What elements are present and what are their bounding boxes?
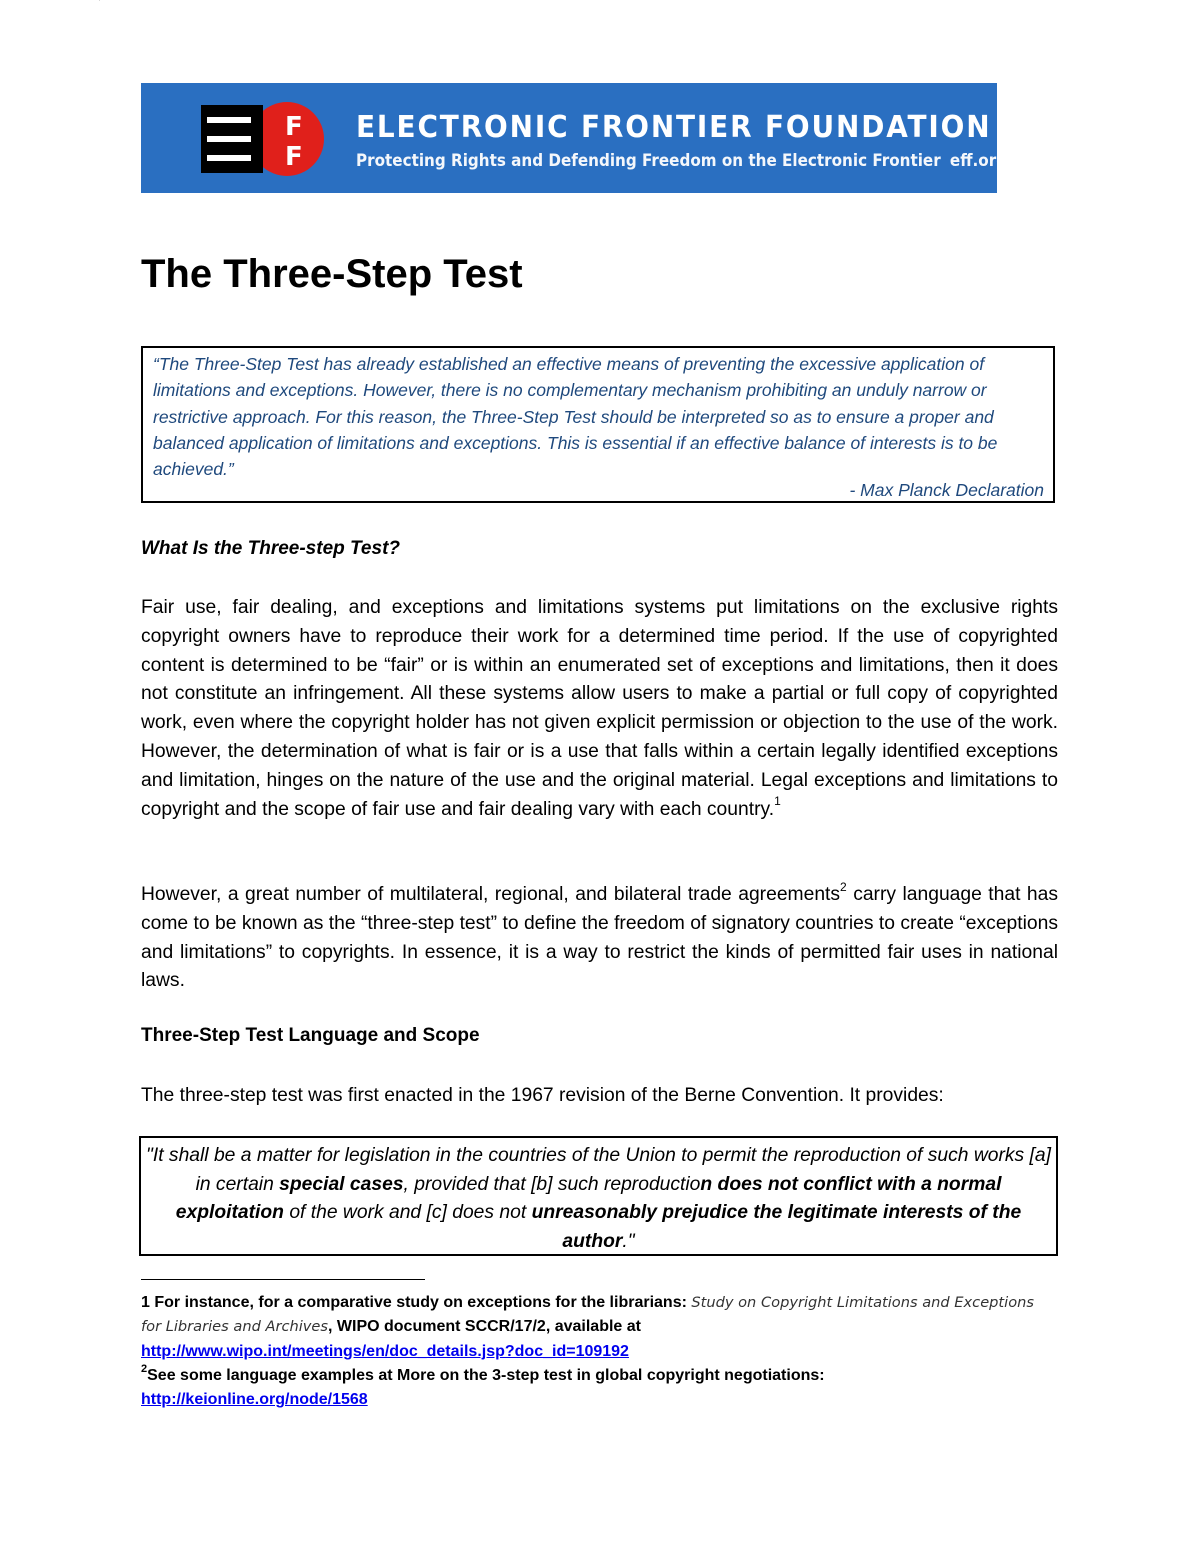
footnote-1-text: 1 For instance, for a comparative study on exceptions for the librarians:	[141, 1294, 692, 1311]
berne-quote-part4: ."	[622, 1231, 635, 1253]
max-planck-quote: “The Three-Step Test has already established an effective means of preventing the excessive application of limitations and exceptions. However, there is no complementary mechanism prohibiting an unduly narrow or restrictive approach. For this reason, the Three-Step Test should be interpreted so as to ensure a proper and balanced application of limitations and exceptions. This is essential if an effective balance of interests is to be achieved.”	[153, 354, 998, 480]
footnote-1-study-title: Study on Copyright Limitations and Exceptions for Libraries and Archives	[141, 1294, 1034, 1336]
logo-letter-f1: F	[285, 112, 303, 142]
berne-quote-prejudice: unreasonably prejudice the legitimate interests of the author	[531, 1202, 1022, 1253]
section-heading-language-scope: Three-Step Test Language and Scope	[141, 1025, 480, 1046]
footnotes	[141, 1291, 1041, 1412]
paragraph-trade-a: However, a great number of multilateral, regional, and bilateral trade agreements	[141, 884, 841, 905]
footnote-1	[141, 1291, 1041, 1340]
paragraph-berne-intro: The three-step test was first enacted in the 1967 revision of the Berne Convention. It provides:	[141, 1085, 944, 1106]
footnote-ref-2[interactable]: 2	[840, 879, 847, 894]
paragraph-trade-agreements	[141, 881, 1058, 996]
eff-logo	[99, 1, 325, 177]
footnote-2-text: See some language examples at More on the 3-step test in global copyright negotiations:	[147, 1366, 825, 1384]
berne-quote-special-cases: special cases	[279, 1173, 404, 1195]
page-title: The Three-Step Test	[141, 252, 523, 296]
berne-quote-part3: of the work and [c] does not	[283, 1202, 532, 1224]
footnote-ref-1[interactable]: 1	[774, 794, 781, 809]
berne-quote-box	[139, 1136, 1058, 1256]
tagline-text: Protecting Rights and Defending Freedom on the Electronic Frontier	[356, 151, 941, 170]
paragraph-fair-use-text: Fair use, fair dealing, and exceptions and limitations systems put limitations on the exclusive rights copyright owners have to reproduce their work for a determined time period. If the use of copyrighted content is determined to be “fair” or is within an enumerated set of exceptions and limitations, then it does not constitute an infringement. All these systems allow users to make a partial or full copy of copyrighted work, even where the copyright holder has not given explicit permission or objection to the use of the work. However, the determination of what is fair or is a use that falls within a certain legally identified exceptions and limitation, hinges on the nature of the use and the original material. Legal exceptions and limitations to copyright and the scope of fair use and fair dealing vary with each country.	[141, 597, 1058, 820]
footnote-1-text-b: , WIPO document SCCR/17/2, available at	[328, 1318, 641, 1336]
logo-letter-f2: F	[285, 142, 303, 172]
footnote-1-link[interactable]: http://www.wipo.int/meetings/en/doc_details.jsp?doc_id=109192	[141, 1342, 629, 1360]
footnote-separator	[141, 1279, 425, 1280]
section-heading-what-is: What Is the Three-step Test?	[141, 538, 400, 559]
quote-attribution: - Max Planck Declaration	[849, 480, 1044, 500]
eff-url[interactable]: eff.org	[949, 151, 1008, 170]
org-name: ELECTRONIC FRONTIER FOUNDATION	[356, 110, 992, 145]
eff-banner	[99, 1, 1008, 193]
berne-quote	[145, 1142, 1052, 1257]
paragraph-fair-use	[141, 594, 1058, 824]
berne-quote-part2: , provided that [b] such reproductio	[403, 1173, 701, 1195]
tagline	[356, 151, 1007, 170]
logo-letter-e: E	[99, 1, 100, 2]
footnote-2-link[interactable]: http://keionline.org/node/1568	[141, 1391, 368, 1409]
max-planck-quote-box	[141, 346, 1055, 503]
footnote-2-number: 2	[141, 1362, 148, 1375]
paragraph-trade-b: carry language that has come to be known as the “three-step test” to define the freedom of signatory countries to create “exceptions and limitations” to copyrights. In essence, it is a way to restrict the kinds of permitted fair uses in national laws.	[141, 884, 1058, 992]
berne-quote-part1: "It shall be a matter for legislation in the countries of the Union to permit the reproduction of such works [a] in certain	[146, 1145, 1051, 1195]
berne-quote-no-conflict: n does not conflict with a normal exploitation	[175, 1173, 1002, 1224]
footnote-2	[141, 1364, 1041, 1388]
